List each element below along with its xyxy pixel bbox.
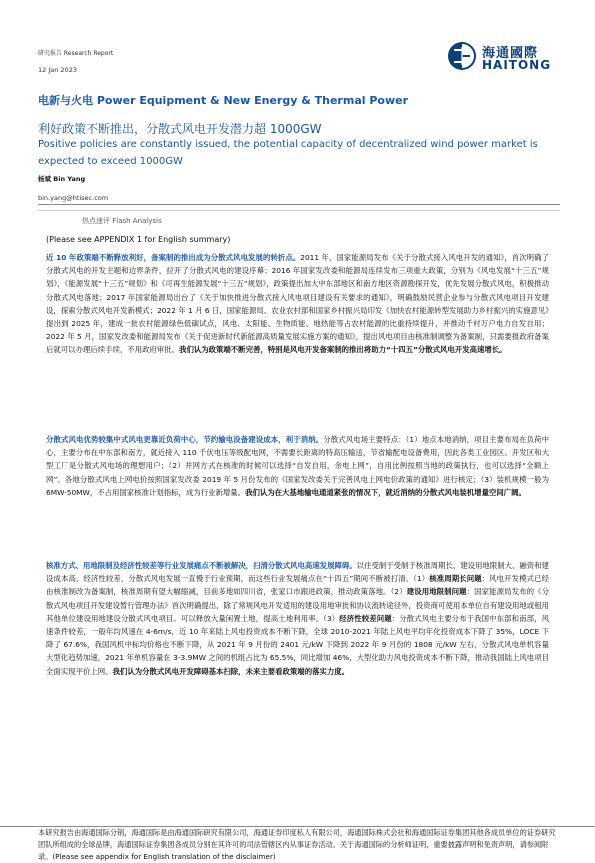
sub-heading: 经济性较差问题: [339, 613, 392, 623]
paragraph-lead: 核准方式、用地限制及经济性较差等行业发展痛点不断被解决，扫清分散式风电高速发展障碍。: [46, 561, 357, 570]
paragraph-text: ：分散式风电主要分布于我国中东部和南部，风速条件较差，一般年均风速在 4-6m/s，近 10 年来陆上风电投资成本不断下降，全球 2010-2021 年陆上风电平均年化投资成本下降了 35%，LOCE 下降了 67.6%，我国风机中标均价格也不断下降，从 2021 年 9 月份的 2401 元/kW 下降到 2022 年 9 月份的 1808 元/kW 左右，分散式风电单机容量大型化趋势加速，2021 年单机容量在 3-3.9MW 之间的机组占比为 65.5%，同比增加 46%，大型化助力风电投资成本不断下降，推动我国陆上风电项目全面实现平价上网。: [46, 613, 549, 676]
paragraph-conclusion: 我们认为分散式风电开发障碍基本扫除，未来主要看政策端的落实力度。: [112, 666, 350, 676]
report-title-en: Positive policies are constantly issued, the potential capacity of decentralized wind power market is expected to exceed 1000GW: [38, 139, 538, 167]
paragraph-text: ：风电开发模式已经由核准制改为备案制，核准周期有望大幅缩减，目前多地如四川省，张家口市跟进政策，推动政策落地。（2）: [46, 574, 549, 597]
report-type-label: 研究报告 Research Report: [38, 50, 114, 57]
appendix-note: (Please see APPENDIX 1 for English summary): [46, 235, 231, 244]
author-email[interactable]: bin.yang@htisec.com: [38, 194, 109, 202]
paragraph-text: 2011 年，国家能源局发布《关于分散式接入风电开发的通知》，首次明确了分散式风电的开发主题和边界条件，拉开了分散式风电的建设序幕；2016 年国家发改委和能源局连续发布三项重大政策，分别为《风电发展“十三五”规划》，《能源发展“十三五”规划》和《可再生能源发展“十三五”规划》，政策提出加大中东部地区和南方地区资源勘探开发，优先发展分散式风电，积极推动分散式风电落地；2017 年国家能源局出台了《关于加快推进分散式接入风电项目建设有关要求的通知》，明确鼓励民营企业参与分散式风电项目开发建设，探索分散式风电开发新模式；2022 年 1 月 6 日，国家能源局、农业农村部和国家乡村振兴局印发《加快农村能源转型发展助力乡村振兴的实施意见》提出到 2025 年，建成一批农村能源绿色低碳试点，风电、太阳能、生物质能、地热能等占农村能源的比重持续提升，并推动千村万户电力自发自用；2022 年 5 月，国家发改委和能源局发布《关于促进新时代新能源高质量发展实施方案的通知》，提出风电项目由核准制调整为备案制，只需要报政府备案后就可以办理后续手续，不用政府审批。: [46, 253, 549, 355]
paragraph-obstacles: [46, 559, 549, 678]
paragraph-advantages: [46, 433, 549, 499]
logo-text-cn: 海通國際: [482, 46, 539, 61]
paragraph-text: 以往受制于受制于核准周期长、建设用地限制大、融资和建设成本高、经济性较差，分散式风电发展一直慢于行业预期，而这些行业发展痛点在“十四五”期间不断被打清。（1）: [46, 561, 549, 584]
logo-text-en: HAITONG: [482, 58, 552, 72]
author-name: 杨斌 Bin Yang: [38, 175, 86, 183]
haitong-logo: [446, 40, 564, 72]
paragraph-lead: 近 10 年政策端不断释放利好，备案制的推出成为分散式风电发展的转折点。: [46, 253, 301, 262]
paragraph-policy: [46, 251, 549, 357]
paragraph-lead: 分散式风电优势较集中式风电更靠近负荷中心，节约输电设备建设成本，利于消纳。: [46, 435, 324, 444]
sub-heading: 核准周期长问题: [429, 574, 482, 584]
sector-title: 电新与火电 Power Equipment & New Energy & Thermal Power: [38, 94, 409, 107]
analysis-type-label: 热点速评 Flash Analysis: [82, 217, 162, 225]
divider: [38, 210, 560, 211]
haitong-logo-icon: [446, 40, 478, 72]
report-title-cn: 利好政策不断推出，分散式风电开发潜力超 1000GW: [38, 122, 322, 136]
report-date: 12 Jan 2023: [38, 66, 77, 74]
disclaimer-text: 本研究报告由海通国际分销，海通国际是由海通国际研究有限公司，海通证券印度私人有限公司，海通国际株式会社和海通国际证券集团其他各成员单位的证券研究团队所组成的全球品牌，海通国际证券集团各成员分别在其许可的司法管辖区内从事证券活动。关于海通国际的分析师证明，重要披露声明和免责声明，请参阅附录。(Please see appendix for English translation of the disclaimer): [38, 828, 556, 861]
sub-heading: 建设用地限制问题: [406, 587, 467, 597]
paragraph-text: 分散式风电场主要特点：（1）地点本地消纳，项目主要布局在负荷中心，主要分布在中东部和南方，就近接入 110 千伏电压等级配电网，不需要长距离的特高压输送，节省输配电设备费用，因此各类工业园区、开发区和大型工厂是分散式风电场的理想用户；（2）并网方式在核准的时候可以选择“自发自用，余电上网”，自用比例按照当地的政策执行，也可以选择“全额上网”。各地分散式风电上网电价按照国家发改委 2019 年 5 月份发布的《国家发改委关于完善风电上网电价政策的通知》进行核定；（3）装机规模一般为 6MW-50MW，不占用国家核准计划指标，成为行业新增量。: [46, 435, 549, 497]
paragraph-conclusion: 我们认为在大基地输电通道紧张的情况下，就近消纳的分散式风电装机增量空间广阔。: [245, 487, 526, 497]
paragraph-conclusion: 我们认为政策端不断完善，特别是风电开发备案制的推出将助力“十四五”分散式风电开发高速增长。: [179, 345, 507, 355]
paragraph-text: ：国家能源局发布的《分散式风电项目开发建设暂行管理办法》首次明确提出，除了常规风电开发适用的建设用地审批和协议流转途径外，投资商可使用本单位自有建设用地或租用其他单位建设用地建设分散式风电项目。可以释放大量闲置土地，提高土地利用率。（3）: [46, 587, 549, 623]
divider: [38, 204, 560, 205]
